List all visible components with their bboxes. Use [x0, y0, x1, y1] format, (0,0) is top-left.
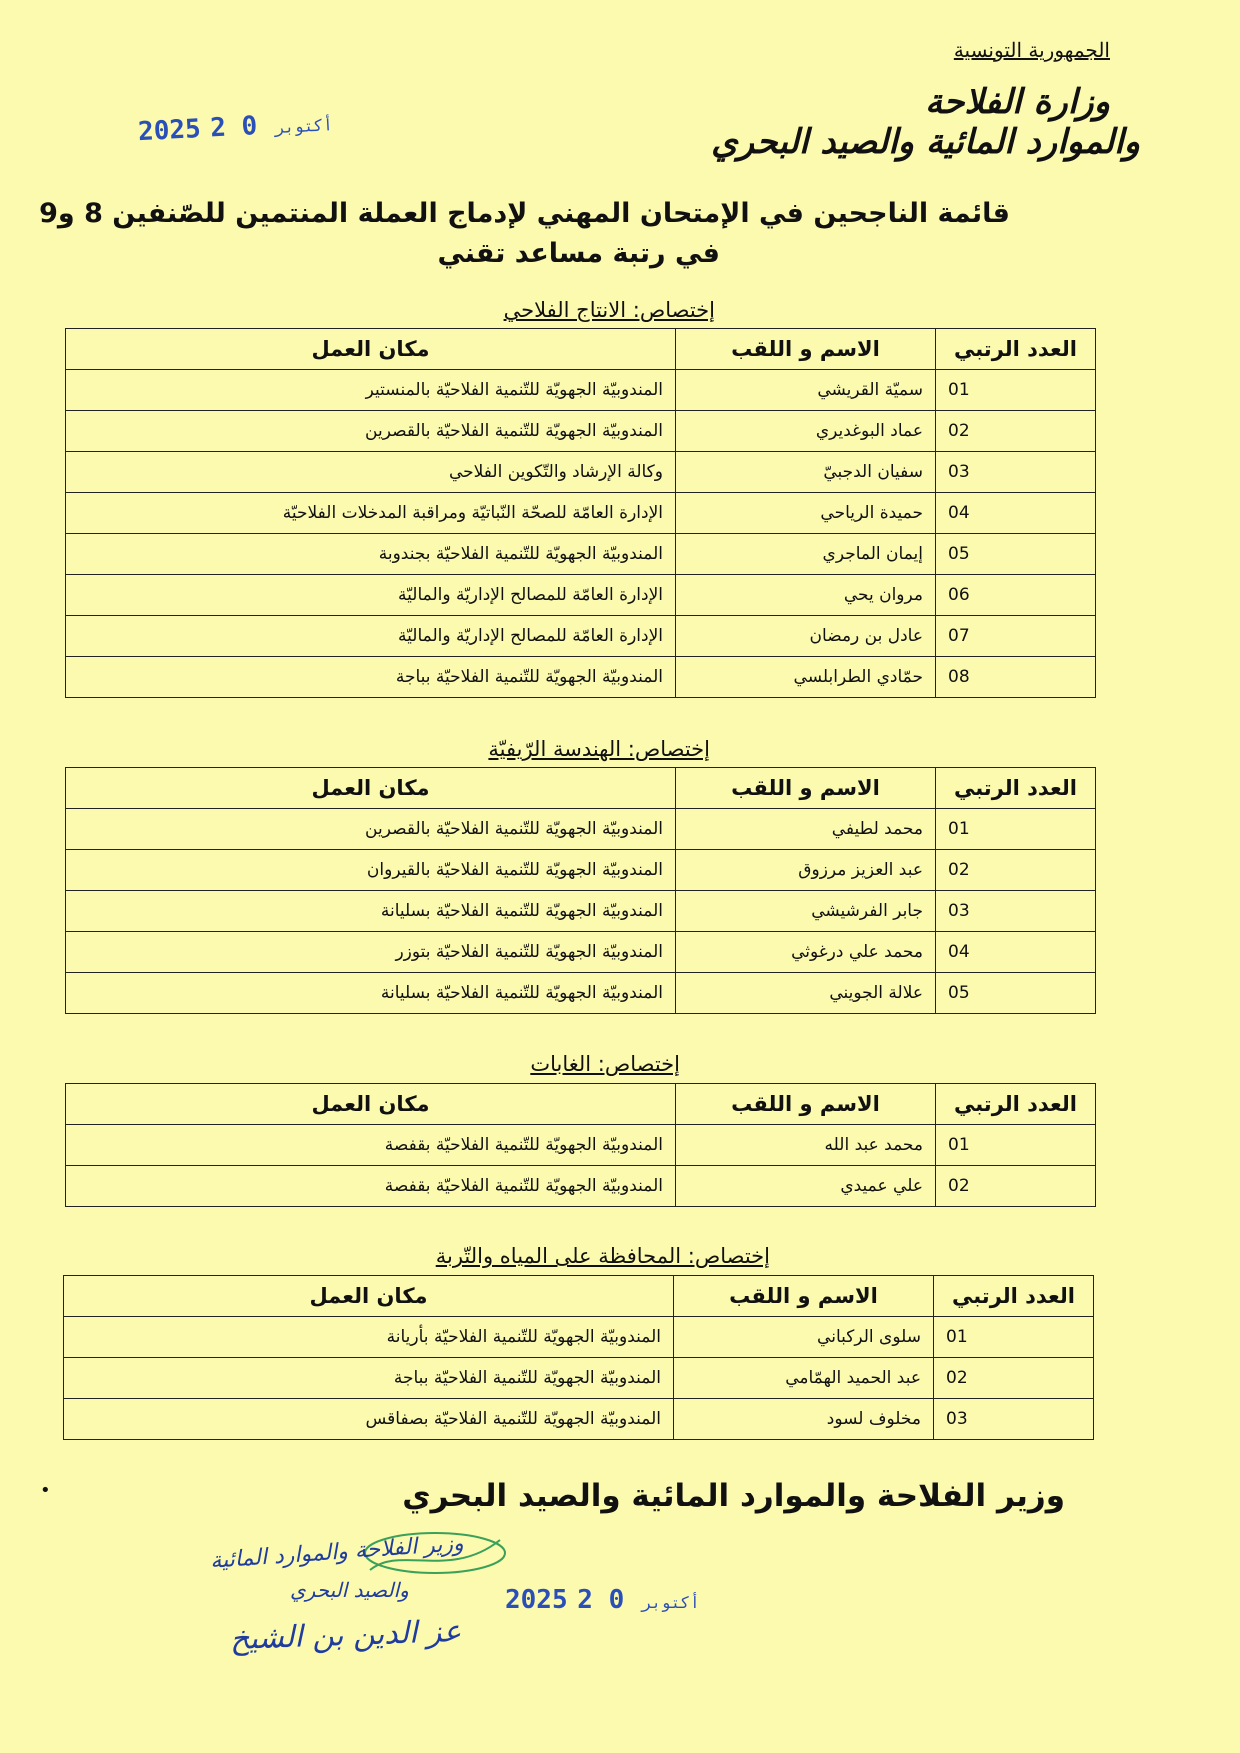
table-row: [66, 575, 1096, 616]
table-row: [66, 1125, 1096, 1166]
table-row: [64, 1358, 1094, 1399]
section-label: إختصاص: الانتاج الفلاحي: [503, 298, 715, 322]
results-table: [65, 328, 1096, 698]
workplace-cell: المندوبيّة الجهويّة للتّنمية الفلاحيّة بالمنستير: [66, 370, 676, 411]
table-row: [66, 452, 1096, 493]
name-cell: عبد الحميد الهمّامي: [674, 1358, 934, 1399]
table-row: [66, 809, 1096, 850]
rank-cell: 04: [936, 932, 1096, 973]
rank-cell: 01: [936, 809, 1096, 850]
table-row: [66, 891, 1096, 932]
name-cell: سلوى الركباني: [674, 1317, 934, 1358]
section-label: إختصاص: المحافظة على المياه والتّربة: [435, 1244, 770, 1268]
rank-cell: 02: [934, 1358, 1094, 1399]
table-row: [66, 616, 1096, 657]
date-stamp-top: [137, 107, 341, 148]
workplace-cell: المندوبيّة الجهويّة للتّنمية الفلاحيّة بباجة: [66, 657, 676, 698]
stamp-year: 2025: [137, 114, 202, 148]
workplace-cell: المندوبيّة الجهويّة للتّنمية الفلاحيّة بجندوبة: [66, 534, 676, 575]
ministry-header-line1: وزارة الفلاحة: [925, 82, 1110, 122]
rank-cell: 04: [936, 493, 1096, 534]
table-row: [66, 1166, 1096, 1207]
table-row: [66, 850, 1096, 891]
name-cell: سميّة القريشي: [676, 370, 936, 411]
column-header-name: الاسم و اللقب: [676, 1084, 936, 1125]
signature-title-line2: والصيد البحري: [290, 1578, 409, 1602]
stamp-month: أكتوبر: [274, 115, 334, 138]
rank-cell: 01: [934, 1317, 1094, 1358]
stamp-month: أكتوبر: [641, 1593, 700, 1612]
workplace-cell: الإدارة العامّة للمصالح الإداريّة والماليّة: [66, 616, 676, 657]
name-cell: حمّادي الطرابلسي: [676, 657, 936, 698]
name-cell: عادل بن رمضان: [676, 616, 936, 657]
republic-header: الجمهورية التونسية: [953, 38, 1110, 62]
name-cell: علي عميدي: [676, 1166, 936, 1207]
rank-cell: 06: [936, 575, 1096, 616]
name-cell: محمد عبد الله: [676, 1125, 936, 1166]
workplace-cell: المندوبيّة الجهويّة للتّنمية الفلاحيّة بالقصرين: [66, 809, 676, 850]
margin-dot: •: [40, 1480, 51, 1501]
column-header-rank: العدد الرتبي: [936, 1084, 1096, 1125]
table-row: [66, 973, 1096, 1014]
rank-cell: 05: [936, 973, 1096, 1014]
table-row: [66, 370, 1096, 411]
workplace-cell: المندوبيّة الجهويّة للتّنمية الفلاحيّة بتوزر: [66, 932, 676, 973]
rank-cell: 03: [936, 891, 1096, 932]
table-row: [66, 932, 1096, 973]
name-cell: علالة الجويني: [676, 973, 936, 1014]
workplace-cell: الإدارة العامّة للمصالح الإداريّة والماليّة: [66, 575, 676, 616]
workplace-cell: المندوبيّة الجهويّة للتّنمية الفلاحيّة بسليانة: [66, 973, 676, 1014]
name-cell: إيمان الماجري: [676, 534, 936, 575]
column-header-name: الاسم و اللقب: [676, 329, 936, 370]
rank-cell: 01: [936, 370, 1096, 411]
column-header-rank: العدد الرتبي: [936, 768, 1096, 809]
results-table: [65, 1083, 1096, 1207]
column-header-rank: العدد الرتبي: [934, 1276, 1094, 1317]
document-title: قائمة الناجحين في الإمتحان المهني لإدماج العملة المنتمين للصّنفين 8 و9: [39, 198, 1010, 229]
signature-name: عز الدين بن الشيخ: [229, 1613, 462, 1658]
rank-cell: 03: [936, 452, 1096, 493]
workplace-cell: المندوبيّة الجهويّة للتّنمية الفلاحيّة بأريانة: [64, 1317, 674, 1358]
rank-cell: 03: [934, 1399, 1094, 1440]
stamp-day: 0 2: [209, 111, 258, 144]
document-subtitle: في رتبة مساعد تقني: [437, 238, 720, 269]
rank-cell: 01: [936, 1125, 1096, 1166]
table-row: [64, 1399, 1094, 1440]
rank-cell: 02: [936, 850, 1096, 891]
results-table: [65, 767, 1096, 1014]
workplace-cell: المندوبيّة الجهويّة للتّنمية الفلاحيّة بباجة: [64, 1358, 674, 1399]
workplace-cell: وكالة الإرشاد والتّكوين الفلاحي: [66, 452, 676, 493]
table-header-row: [66, 329, 1096, 370]
table-row: [66, 657, 1096, 698]
rank-cell: 02: [936, 1166, 1096, 1207]
rank-cell: 07: [936, 616, 1096, 657]
name-cell: مخلوف لسود: [674, 1399, 934, 1440]
table-header-row: [64, 1276, 1094, 1317]
table-row: [66, 411, 1096, 452]
ministry-header-line2: والموارد المائية والصيد البحري: [711, 122, 1140, 162]
signer-title: وزير الفلاحة والموارد المائية والصيد البحري: [402, 1478, 1065, 1514]
name-cell: سفيان الدجبيّ: [676, 452, 936, 493]
table-header-row: [66, 768, 1096, 809]
workplace-cell: المندوبيّة الجهويّة للتّنمية الفلاحيّة بقفصة: [66, 1166, 676, 1207]
name-cell: محمد علي درغوثي: [676, 932, 936, 973]
name-cell: عماد البوغديري: [676, 411, 936, 452]
column-header-name: الاسم و اللقب: [674, 1276, 934, 1317]
name-cell: عبد العزيز مرزوق: [676, 850, 936, 891]
date-stamp-bottom: [505, 1585, 708, 1615]
name-cell: جابر الفرشيشي: [676, 891, 936, 932]
workplace-cell: المندوبيّة الجهويّة للتّنمية الفلاحيّة بالقيروان: [66, 850, 676, 891]
stamp-year: 2025: [505, 1585, 568, 1615]
column-header-rank: العدد الرتبي: [936, 329, 1096, 370]
table-row: [64, 1317, 1094, 1358]
results-table: [63, 1275, 1094, 1440]
column-header-workplace: مكان العمل: [64, 1276, 674, 1317]
stamp-day: 0 2: [577, 1585, 625, 1615]
workplace-cell: الإدارة العامّة للصحّة النّباتيّة ومراقبة المدخلات الفلاحيّة: [66, 493, 676, 534]
rank-cell: 08: [936, 657, 1096, 698]
column-header-name: الاسم و اللقب: [676, 768, 936, 809]
workplace-cell: المندوبيّة الجهويّة للتّنمية الفلاحيّة بسليانة: [66, 891, 676, 932]
name-cell: محمد لطيفي: [676, 809, 936, 850]
table-row: [66, 534, 1096, 575]
rank-cell: 02: [936, 411, 1096, 452]
workplace-cell: المندوبيّة الجهويّة للتّنمية الفلاحيّة بصفاقس: [64, 1399, 674, 1440]
section-label: إختصاص: الغابات: [530, 1052, 680, 1076]
workplace-cell: المندوبيّة الجهويّة للتّنمية الفلاحيّة بقفصة: [66, 1125, 676, 1166]
column-header-workplace: مكان العمل: [66, 768, 676, 809]
column-header-workplace: مكان العمل: [66, 1084, 676, 1125]
table-row: [66, 493, 1096, 534]
signature-title-line1: وزير الفلاحة والموارد المائية: [209, 1531, 465, 1574]
rank-cell: 05: [936, 534, 1096, 575]
workplace-cell: المندوبيّة الجهويّة للتّنمية الفلاحيّة بالقصرين: [66, 411, 676, 452]
table-header-row: [66, 1084, 1096, 1125]
name-cell: مروان يحي: [676, 575, 936, 616]
column-header-workplace: مكان العمل: [66, 329, 676, 370]
section-label: إختصاص: الهندسة الرّيفيّة: [488, 737, 710, 761]
name-cell: حميدة الرياحي: [676, 493, 936, 534]
